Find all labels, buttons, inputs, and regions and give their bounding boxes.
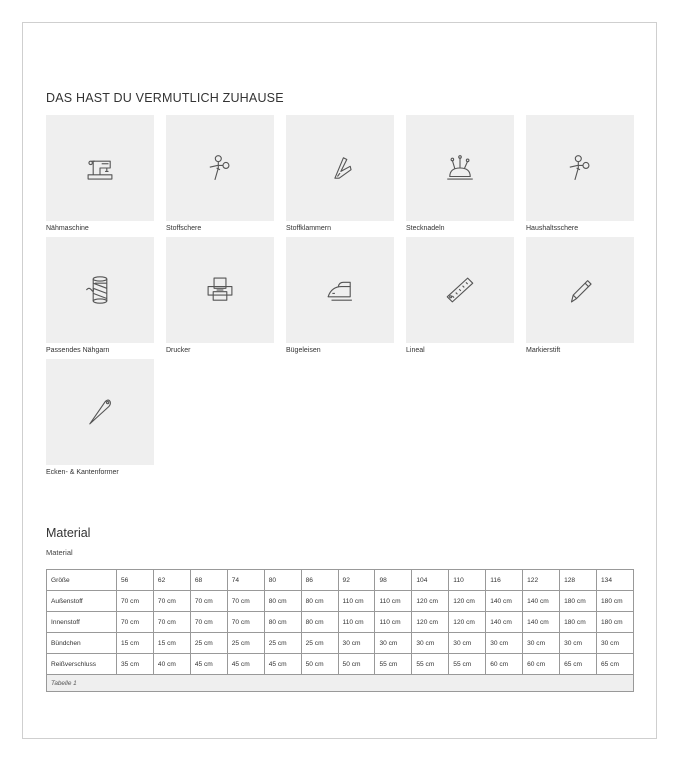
table-cell: Reißverschluss bbox=[47, 654, 117, 675]
table-cell: 110 cm bbox=[338, 612, 375, 633]
table-cell: 25 cm bbox=[264, 633, 301, 654]
table-cell: 30 cm bbox=[449, 633, 486, 654]
table-cell: 30 cm bbox=[523, 633, 560, 654]
table-cell: 30 cm bbox=[412, 633, 449, 654]
table-header-cell: 98 bbox=[375, 570, 412, 591]
table-cell: 110 cm bbox=[338, 591, 375, 612]
material-table bbox=[46, 569, 634, 692]
tool-item-drucker bbox=[166, 237, 274, 354]
table-cell: 110 cm bbox=[375, 612, 412, 633]
table-cell: 15 cm bbox=[153, 633, 190, 654]
table-header-cell: 86 bbox=[301, 570, 338, 591]
table-cell: 55 cm bbox=[375, 654, 412, 675]
table-cell: 70 cm bbox=[117, 612, 154, 633]
table-cell: 120 cm bbox=[449, 612, 486, 633]
table-cell: 15 cm bbox=[117, 633, 154, 654]
table-header-cell: 104 bbox=[412, 570, 449, 591]
tool-item-haushaltsschere bbox=[526, 115, 634, 232]
table-cell: 140 cm bbox=[523, 612, 560, 633]
scissors-icon bbox=[203, 151, 237, 185]
table-header-row bbox=[47, 570, 634, 591]
table-header-cell: 68 bbox=[190, 570, 227, 591]
table-cell: 70 cm bbox=[190, 612, 227, 633]
table-cell: 70 cm bbox=[153, 591, 190, 612]
thread-spool-icon bbox=[83, 273, 117, 307]
tool-label: Bügeleisen bbox=[286, 347, 321, 354]
marker-pen-icon bbox=[563, 273, 597, 307]
table-cell: 40 cm bbox=[153, 654, 190, 675]
table-cell: 65 cm bbox=[596, 654, 633, 675]
table-row bbox=[47, 633, 634, 654]
table-header-cell: 110 bbox=[449, 570, 486, 591]
table-header-cell: 128 bbox=[560, 570, 597, 591]
table-cell: 80 cm bbox=[301, 591, 338, 612]
tool-item-lineal bbox=[406, 237, 514, 354]
material-subtitle: Material bbox=[46, 548, 73, 557]
table-cell: 30 cm bbox=[596, 633, 633, 654]
table-cell: 120 cm bbox=[412, 612, 449, 633]
table-cell: 30 cm bbox=[338, 633, 375, 654]
table-cell: 30 cm bbox=[486, 633, 523, 654]
table-cell: 50 cm bbox=[301, 654, 338, 675]
table-cell: 30 cm bbox=[560, 633, 597, 654]
content-card bbox=[22, 22, 657, 739]
table-row bbox=[47, 654, 634, 675]
point-turner-icon bbox=[83, 395, 117, 429]
table-cell: Außenstoff bbox=[47, 591, 117, 612]
scissors-icon bbox=[563, 151, 597, 185]
printer-icon bbox=[203, 273, 237, 307]
tool-label: Nähmaschine bbox=[46, 225, 89, 232]
tool-label: Stoffschere bbox=[166, 225, 202, 232]
tool-item-markierstift bbox=[526, 237, 634, 354]
table-cell: 70 cm bbox=[117, 591, 154, 612]
table-cell: 25 cm bbox=[227, 633, 264, 654]
table-cell: 50 cm bbox=[338, 654, 375, 675]
tool-item-stecknadeln bbox=[406, 115, 514, 232]
tool-label: Stoffklammern bbox=[286, 225, 331, 232]
table-row bbox=[47, 591, 634, 612]
table-cell: 80 cm bbox=[264, 612, 301, 633]
table-cell: 120 cm bbox=[449, 591, 486, 612]
table-header-cell: 122 bbox=[523, 570, 560, 591]
table-cell: 180 cm bbox=[560, 591, 597, 612]
table-header-cell: Größe bbox=[47, 570, 117, 591]
table-cell: 70 cm bbox=[227, 612, 264, 633]
table-cell: 120 cm bbox=[412, 591, 449, 612]
tool-item-eckenformer bbox=[46, 359, 154, 476]
pincushion-icon bbox=[443, 151, 477, 185]
table-header-cell: 74 bbox=[227, 570, 264, 591]
table-cell: 60 cm bbox=[486, 654, 523, 675]
material-title: Material bbox=[46, 526, 91, 540]
fabric-clip-icon bbox=[323, 151, 357, 185]
table-header-cell: 80 bbox=[264, 570, 301, 591]
table-cell: 25 cm bbox=[301, 633, 338, 654]
table-row bbox=[47, 612, 634, 633]
table-cell: 180 cm bbox=[596, 612, 633, 633]
table-cell: 70 cm bbox=[190, 591, 227, 612]
table-cell: 140 cm bbox=[523, 591, 560, 612]
tool-item-stoffklammern bbox=[286, 115, 394, 232]
tool-item-buegeleisen bbox=[286, 237, 394, 354]
table-header-cell: 56 bbox=[117, 570, 154, 591]
table-caption: Tabelle 1 bbox=[47, 675, 634, 692]
iron-icon bbox=[323, 273, 357, 307]
table-cell: 55 cm bbox=[412, 654, 449, 675]
table-caption-row bbox=[47, 675, 634, 692]
table-header-cell: 134 bbox=[596, 570, 633, 591]
table-header-cell: 116 bbox=[486, 570, 523, 591]
table-cell: 65 cm bbox=[560, 654, 597, 675]
table-cell: 70 cm bbox=[153, 612, 190, 633]
table-header-cell: 62 bbox=[153, 570, 190, 591]
table-cell: Bündchen bbox=[47, 633, 117, 654]
table-header-cell: 92 bbox=[338, 570, 375, 591]
table-cell: 25 cm bbox=[190, 633, 227, 654]
tool-label: Lineal bbox=[406, 347, 425, 354]
table-cell: 45 cm bbox=[264, 654, 301, 675]
table-cell: 110 cm bbox=[375, 591, 412, 612]
table-cell: 80 cm bbox=[301, 612, 338, 633]
table-cell: 60 cm bbox=[523, 654, 560, 675]
table-cell: 30 cm bbox=[375, 633, 412, 654]
tool-label: Markierstift bbox=[526, 347, 561, 354]
table-cell: 140 cm bbox=[486, 591, 523, 612]
table-cell: 55 cm bbox=[449, 654, 486, 675]
table-cell: 80 cm bbox=[264, 591, 301, 612]
table-cell: 180 cm bbox=[560, 612, 597, 633]
table-cell: 35 cm bbox=[117, 654, 154, 675]
sewing-machine-icon bbox=[83, 151, 117, 185]
ruler-icon bbox=[443, 273, 477, 307]
tool-label: Haushaltsschere bbox=[526, 225, 579, 232]
section-heading: DAS HAST DU VERMUTLICH ZUHAUSE bbox=[46, 91, 284, 105]
table-cell: 45 cm bbox=[190, 654, 227, 675]
tool-label: Stecknadeln bbox=[406, 225, 445, 232]
table-cell: 70 cm bbox=[227, 591, 264, 612]
tool-label: Ecken- & Kantenformer bbox=[46, 469, 119, 476]
tool-item-naehmaschine bbox=[46, 115, 154, 232]
tool-label: Drucker bbox=[166, 347, 191, 354]
table-cell: 180 cm bbox=[596, 591, 633, 612]
table-cell: 45 cm bbox=[227, 654, 264, 675]
table-cell: Innenstoff bbox=[47, 612, 117, 633]
table-cell: 140 cm bbox=[486, 612, 523, 633]
tool-label: Passendes Nähgarn bbox=[46, 347, 110, 354]
tool-item-naehgarn bbox=[46, 237, 154, 354]
tool-item-stoffschere bbox=[166, 115, 274, 232]
